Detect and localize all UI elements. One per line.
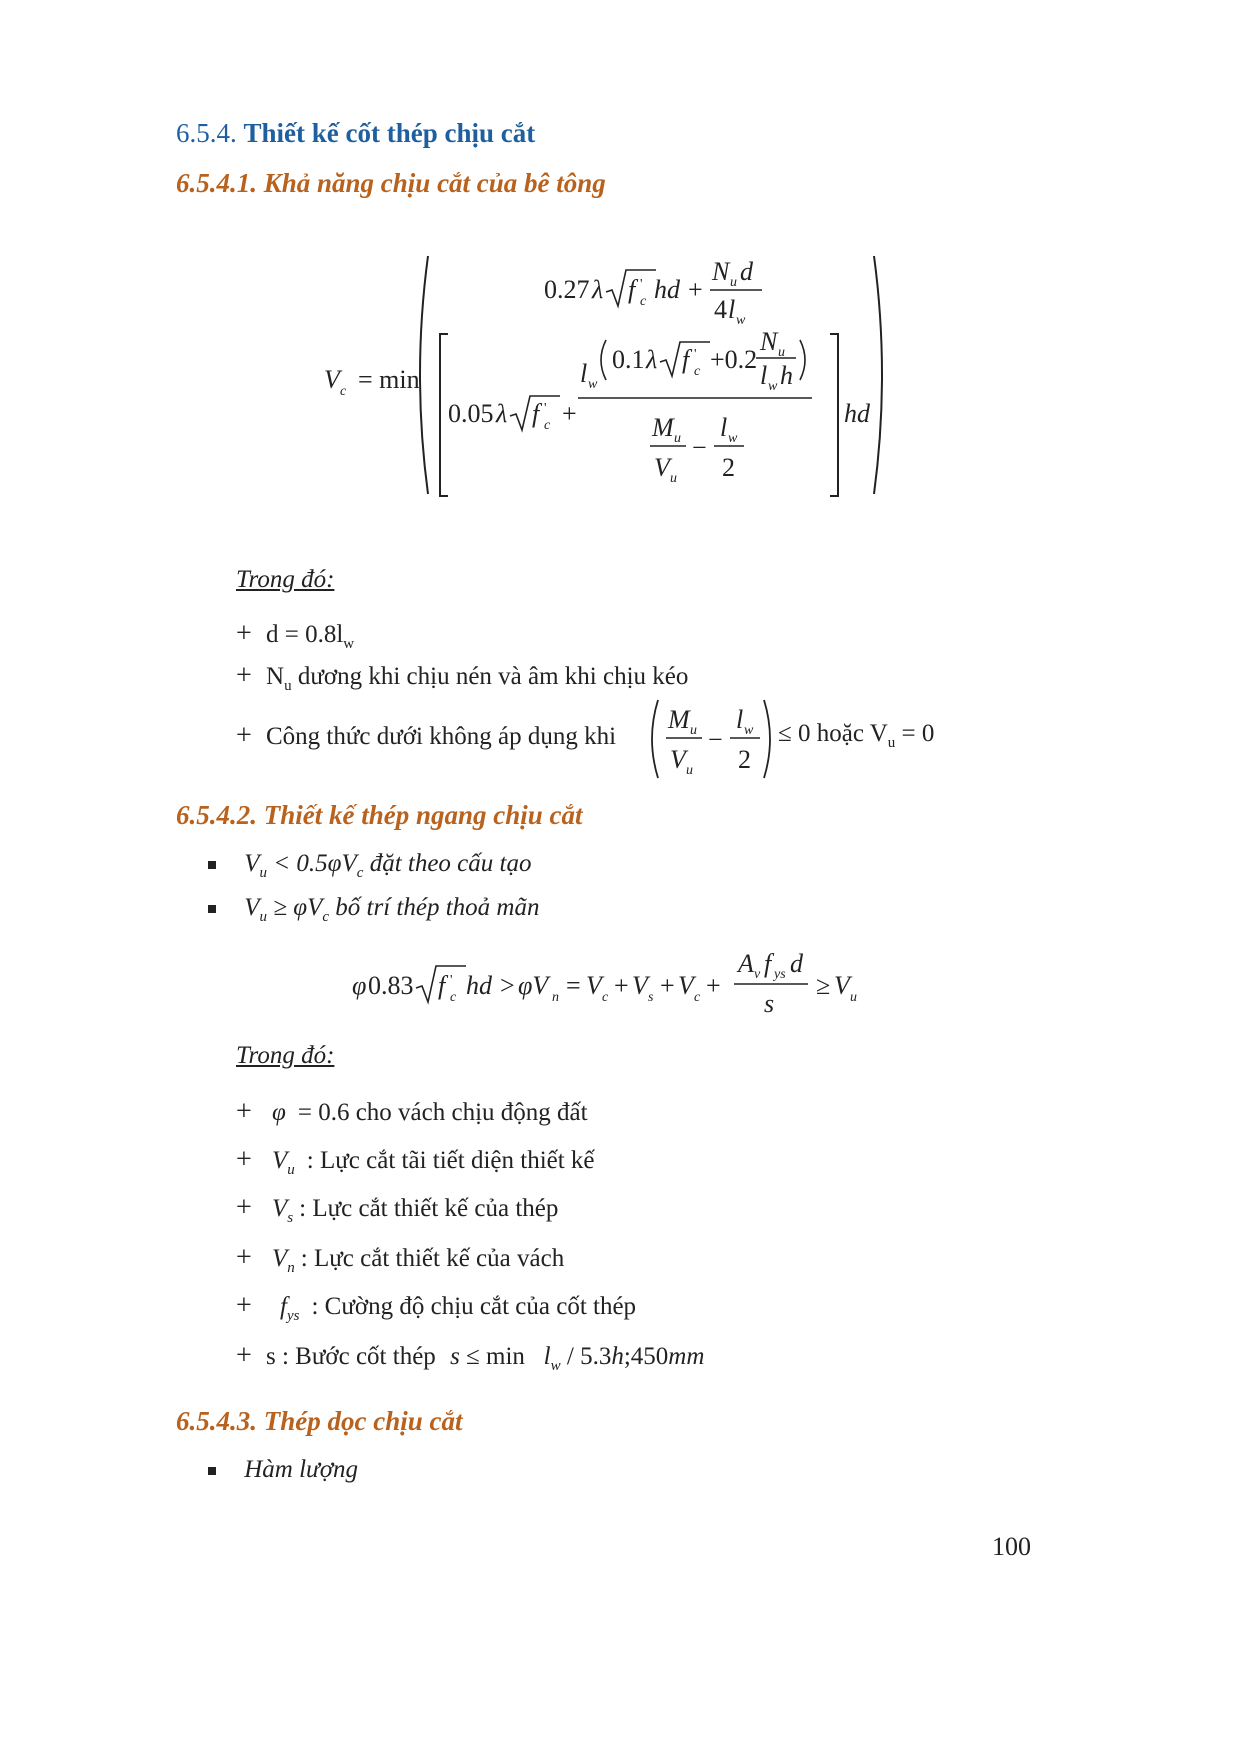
svg-text:u: u (730, 275, 737, 290)
svg-text:−: − (692, 433, 707, 462)
svg-text:w: w (736, 313, 746, 328)
svg-text:λ: λ (646, 345, 658, 374)
trong-do-label: Trong đó: (236, 566, 335, 593)
plus-icon: + (236, 660, 252, 691)
square-bullet-1 (208, 850, 531, 882)
bullet-sub: w (343, 636, 355, 652)
svg-text:V: V (678, 971, 694, 1000)
formula-vu-lt: $V_u < 0.5\varphi V_c$ (244, 850, 364, 881)
bullet-d (236, 618, 354, 653)
svg-text:λ: λ (496, 399, 508, 428)
bullet-text: d = 0.8l (266, 621, 344, 648)
svg-text:f: f (628, 275, 636, 304)
svg-text:V: V (324, 365, 340, 394)
def-text: : Lực cắt thiết kế của vách (300, 1245, 565, 1272)
formula-vc (300, 250, 900, 510)
svg-text:λ: λ (592, 275, 604, 304)
plus-icon: + (236, 1096, 252, 1127)
svg-text:f: f (438, 971, 446, 1000)
plus-icon: + (236, 1242, 252, 1273)
svg-text:u: u (850, 990, 857, 1005)
def-fys (236, 1290, 636, 1325)
symbol-vu: $V_u$ (272, 1147, 295, 1178)
square-bullet-3 (208, 1456, 358, 1484)
bullet-text: dương khi chịu nén và âm khi chịu kéo (291, 663, 689, 690)
svg-text:v: v (754, 967, 761, 982)
def-text: s : Bước cốt thép (266, 1343, 436, 1370)
svg-text:0.83: 0.83 (368, 971, 414, 1000)
svg-text:M: M (652, 413, 674, 442)
bullet-text: Công thức dưới không áp dụng khi (266, 723, 617, 750)
symbol-vn: $V_n$ (272, 1245, 295, 1276)
svg-text:V: V (654, 453, 670, 482)
formula-mu-vu (648, 696, 778, 782)
svg-text:l: l (736, 705, 744, 734)
svg-text:': ' (694, 347, 697, 362)
def-s (236, 1340, 704, 1375)
svg-text:h: h (780, 361, 793, 390)
bullet-pre: N (266, 663, 285, 690)
square-bullet-icon (208, 861, 216, 869)
svg-text:=: = (566, 971, 581, 1000)
plus-icon: + (236, 1340, 252, 1371)
svg-text:+0.2: +0.2 (710, 345, 758, 374)
formula-s-min: $s \le \min l_w$ / 5.3h;450mm (450, 1343, 705, 1374)
svg-text:u: u (690, 723, 697, 738)
def-vs (236, 1192, 558, 1227)
tail-sub: u (887, 735, 896, 751)
svg-text:': ' (450, 973, 453, 988)
svg-text:c: c (544, 418, 551, 433)
section-number: 6.5.4. (176, 118, 237, 148)
def-vu (236, 1144, 595, 1179)
svg-text:u: u (674, 431, 681, 446)
tail-text: ≤ 0 hoặc V (778, 720, 888, 747)
svg-text:c: c (694, 364, 701, 379)
plus-icon: + (236, 618, 252, 649)
svg-text:+: + (614, 971, 629, 1000)
svg-text:+: + (688, 275, 703, 304)
svg-text:4: 4 (714, 295, 727, 324)
subsection-heading-6-5-4-3: 6.5.4.3. Thép dọc chịu cắt (176, 1406, 463, 1436)
svg-text:>: > (500, 971, 515, 1000)
plus-icon: + (236, 1144, 252, 1175)
svg-text:d: d (740, 257, 753, 286)
svg-text:V: V (834, 971, 850, 1000)
svg-text:hd: hd (654, 275, 680, 304)
svg-text:V: V (670, 745, 686, 774)
bullet-text: đặt theo cấu tạo (369, 850, 532, 877)
svg-text:d: d (790, 949, 803, 978)
symbol-fys: $f_{ys}$ (280, 1293, 300, 1324)
svg-text:ys: ys (774, 967, 786, 982)
svg-text:φV: φV (518, 971, 549, 1000)
plus-icon: + (236, 1192, 252, 1223)
svg-text:f: f (532, 399, 540, 428)
svg-text:A: A (738, 949, 754, 978)
svg-text:−: − (708, 725, 723, 754)
def-text: = 0.6 cho vách chịu động đất (297, 1099, 588, 1126)
def-text: : Lực cắt tãi tiết diện thiết kế (306, 1147, 595, 1174)
bullet-condition (236, 720, 616, 752)
svg-text:+: + (660, 971, 675, 1000)
svg-text:V: V (586, 971, 602, 1000)
square-bullet-icon (208, 905, 216, 913)
formula-vu-ge: $V_u \ge \varphi V_c$ (244, 894, 330, 925)
svg-text:s: s (764, 989, 775, 1018)
svg-text:≥: ≥ (816, 971, 831, 1000)
svg-text:c: c (450, 990, 457, 1005)
formula-phi-vn (350, 944, 870, 1024)
svg-text:l: l (760, 361, 768, 390)
bullet-condition-tail (778, 720, 934, 752)
page-number: 100 (992, 1532, 1031, 1561)
svg-text:n: n (552, 990, 559, 1005)
svg-text:s: s (648, 990, 654, 1005)
svg-text:f: f (682, 345, 690, 374)
symbol-phi: φ (272, 1099, 286, 1126)
square-bullet-2 (208, 894, 539, 926)
svg-text:= min: = min (358, 365, 420, 394)
svg-text:2: 2 (738, 745, 751, 774)
svg-text:': ' (640, 277, 643, 292)
svg-text:0.05: 0.05 (448, 399, 494, 428)
svg-text:N: N (760, 327, 778, 356)
svg-text:w: w (744, 723, 754, 738)
svg-text:hd: hd (844, 399, 870, 428)
svg-text:c: c (640, 294, 647, 309)
bullet-sub: u (284, 678, 292, 694)
square-bullet-icon (208, 1467, 216, 1475)
svg-text:c: c (340, 384, 347, 399)
svg-text:+: + (706, 971, 721, 1000)
svg-text:0.1: 0.1 (612, 345, 645, 374)
def-text: : Cường độ chịu cắt của cốt thép (311, 1293, 637, 1320)
symbol-vs: $V_s$ (272, 1195, 294, 1226)
svg-text:w: w (588, 377, 598, 392)
svg-text:M: M (668, 705, 690, 734)
bullet-text: bố trí thép thoả mãn (335, 894, 540, 921)
subsection-heading-6-5-4-2: 6.5.4.2. Thiết kế thép ngang chịu cắt (176, 800, 583, 830)
def-phi (236, 1096, 588, 1128)
section-heading-6-5-4 (176, 118, 535, 149)
svg-text:0.27: 0.27 (544, 275, 590, 304)
svg-text:2: 2 (722, 453, 735, 482)
section-title: Thiết kế cốt thép chịu cắt (243, 118, 536, 148)
svg-text:l: l (720, 413, 728, 442)
svg-text:w: w (768, 379, 778, 394)
svg-text:hd: hd (466, 971, 492, 1000)
svg-text:c: c (602, 990, 609, 1005)
svg-text:f: f (764, 949, 772, 978)
bullet-text: Hàm lượng (244, 1456, 359, 1483)
def-text: : Lực cắt thiết kế của thép (299, 1195, 559, 1222)
svg-text:u: u (670, 471, 677, 486)
svg-text:': ' (544, 401, 547, 416)
def-vn (236, 1242, 564, 1277)
svg-text:u: u (778, 345, 785, 360)
bullet-nu (236, 660, 688, 695)
svg-text:V: V (632, 971, 648, 1000)
subsection-heading-6-5-4-1: 6.5.4.1. Khả năng chịu cắt của bê tông (176, 168, 606, 198)
tail-end: = 0 (895, 720, 935, 747)
svg-text:w: w (728, 431, 738, 446)
trong-do-label-2: Trong đó: (236, 1042, 335, 1069)
svg-text:l: l (580, 359, 588, 388)
svg-text:c: c (694, 990, 701, 1005)
svg-text:+: + (562, 399, 577, 428)
plus-icon: + (236, 720, 252, 751)
svg-text:N: N (712, 257, 730, 286)
plus-icon: + (236, 1290, 252, 1321)
svg-text:φ: φ (352, 971, 367, 1000)
svg-text:l: l (728, 295, 736, 324)
svg-text:u: u (686, 763, 693, 778)
